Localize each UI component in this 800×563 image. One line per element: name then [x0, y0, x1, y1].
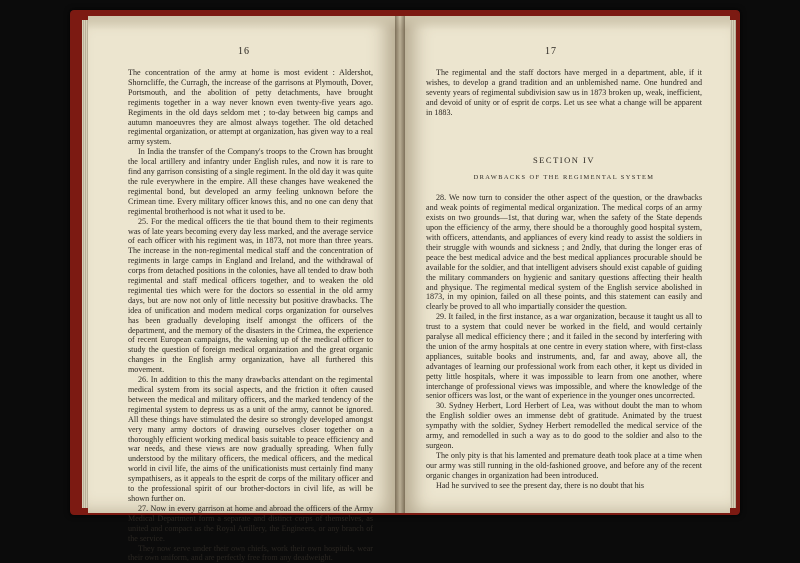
left-page-text [128, 68, 373, 563]
left-page [88, 16, 400, 513]
right-page-text [426, 68, 702, 491]
paragraph: 26. In addition to this the many drawbacks attendant on the regimental medical system from its social aspects, and the friction it often caused between the medical and military officers, and the marked tendency of the regimental system to depress us as a unit of the army, cannot be ignored. All these things have stimulated the desire so strongly developed amongst very many army doctors of drawing ourselves closer together on a thoroughly efficient working medical basis suitable to peace efficiency and war needs, and these views are now gradually spreading. When fully understood by the military officers, the medical officers, and the medical world in civil life, the aims of the unificationists must certainly find many sympathisers, as it appeals to the esprit de corps of the military officer and to the professional spirit of our brother-doctors in civil life, as will be shown further on. [128, 375, 373, 504]
paragraph: The only pity is that his lamented and premature death took place at a time when our army was still running in the old-fashioned groove, and before any of the recent organic changes in organization had been introduced. [426, 451, 702, 481]
paragraph: In India the transfer of the Company's troops to the Crown has brought the local artillery and infantry under English rules, and now it is rare to find any garrison consisting of a single regiment. In the old day it was quite the rule everywhere in the empire. All these changes have weakened the regimental bond, but developed an army feeling unknown before the Crimean time. Every military officer knows this, and no one can deny that regimental brotherhood is not what it used to be. [128, 147, 373, 216]
section-title: SECTION IV [426, 156, 702, 166]
paragraph: 27. Now in every garrison at home and abroad the officers of the Army Medical Department form a separate and distinct corps of themselves, as united and compact as the Royal Artillery, the Engineers, or any branch of the service. [128, 504, 373, 544]
page-number-left: 16 [238, 46, 250, 57]
paragraph: 28. We now turn to consider the other aspect of the question, or the drawbacks and weak points of regimental medical organization. The medical corps of an army exists on two grounds—1st, that during war, when the safety of the State depends upon the efficiency of the army, there should be a thoroughly good hospital system, with officers, attendants, and appliances of every kind ready to assist the soldiers in their struggle with wounds and sickness ; and 2ndly, that during the longer eras of peace the best medical advice and the best medical appliances procurable should be available for the soldier, and that intelligent advisers should exist capable of guiding the military commanders on hygienic and sanitary questions affecting their health and physique. The regimental medical system of the English service abolished in 1873, in my opinion, failed on all these points, and this statement can easily and clearly be proved to all who impartially consider the question. [426, 193, 702, 312]
page-shadow [400, 16, 730, 30]
page-number-right: 17 [545, 46, 557, 57]
paragraph: They now serve under their own chiefs, work their own hospitals, wear their own uniform, and are perfectly free from any deadweight. [128, 544, 373, 563]
paragraph: The concentration of the army at home is most evident : Aldershot, Shorncliffe, the Curragh, the increase of the garrisons at Plymouth, Dover, Portsmouth, and the abolition of petty detachments, have brought regiments together in a way never known even twenty-five years ago. Regiments in the old days seldom met ; to-day between big camps and autumn manoeuvres they are almost always together. The old detached regimental organization, or attempt at organization, has given way to a real army system. [128, 68, 373, 147]
right-page [400, 16, 730, 513]
paragraph: 25. For the medical officers the tie that bound them to their regiments was of late years becoming every day less marked, and the average service of each officer with his regiment was, in 1873, not more than three years. The increase in the non-regimental medical staff and the concentration of regiments in large camps in England and Ireland, and the withdrawal of corps from detached positions in the colonies, have all tended to draw both regimental and staff medical officers together, and to weaken the old regimental ties which were for the doctors so essential in the old army days, but are now not only of little necessity but positive drawbacks. The idea of unification and modern medical corps organization for ourselves has been gradually developing itself amongst the officers of the department, and the memory of the disasters in the Crimea, the experience of recent European campaigns, the wakening up of the medical officer to study the question of foreign medical organization and the great organic changes in the English army organization, have all furthered this movement. [128, 217, 373, 376]
book-gutter [395, 16, 405, 513]
section-subtitle: DRAWBACKS OF THE REGIMENTAL SYSTEM [426, 173, 702, 183]
paragraph: 30. Sydney Herbert, Lord Herbert of Lea, was without doubt the man to whom the English soldier owes an immense debt of gratitude. Animated by the truest sympathy with the soldier, Sydney Herbert remodelled the medical service of the army, and remodelled in such a way as to do good to the soldier and also to the surgeon. [426, 401, 702, 451]
paragraph: Had he survived to see the present day, there is no doubt that his [426, 481, 702, 491]
paragraph: 29. It failed, in the first instance, as a war organization, because it taught us all to trust to a system that could never be worked in the field, and would certainly paralyse all medical efficiency there ; and it failed in the second by interfering with the union of the army hospitals at one centre in every station where, with first-class appliances, suitable books and instruments, and, far and away, above all, the advantages of learning our professional work from each other, it kept us divided in petty little hospitals, where it was impossible to learn from one another, where interchange of professional views was impossible, and where the knowledge of the senior officers was lost, or the want of experience in the younger ones uncorrected. [426, 312, 702, 401]
intro-paragraph: The regimental and the staff doctors have merged in a department, able, if it wishes, to develop a grand tradition and an unblemished name. One hundred and seventy years of regimental subdivision saw us in 1873 broken up, weak, inefficient, and devoid of unity or of esprit de corps. Let us see what a change will be apparent in 1883. [426, 68, 702, 118]
page-shadow [88, 16, 400, 30]
